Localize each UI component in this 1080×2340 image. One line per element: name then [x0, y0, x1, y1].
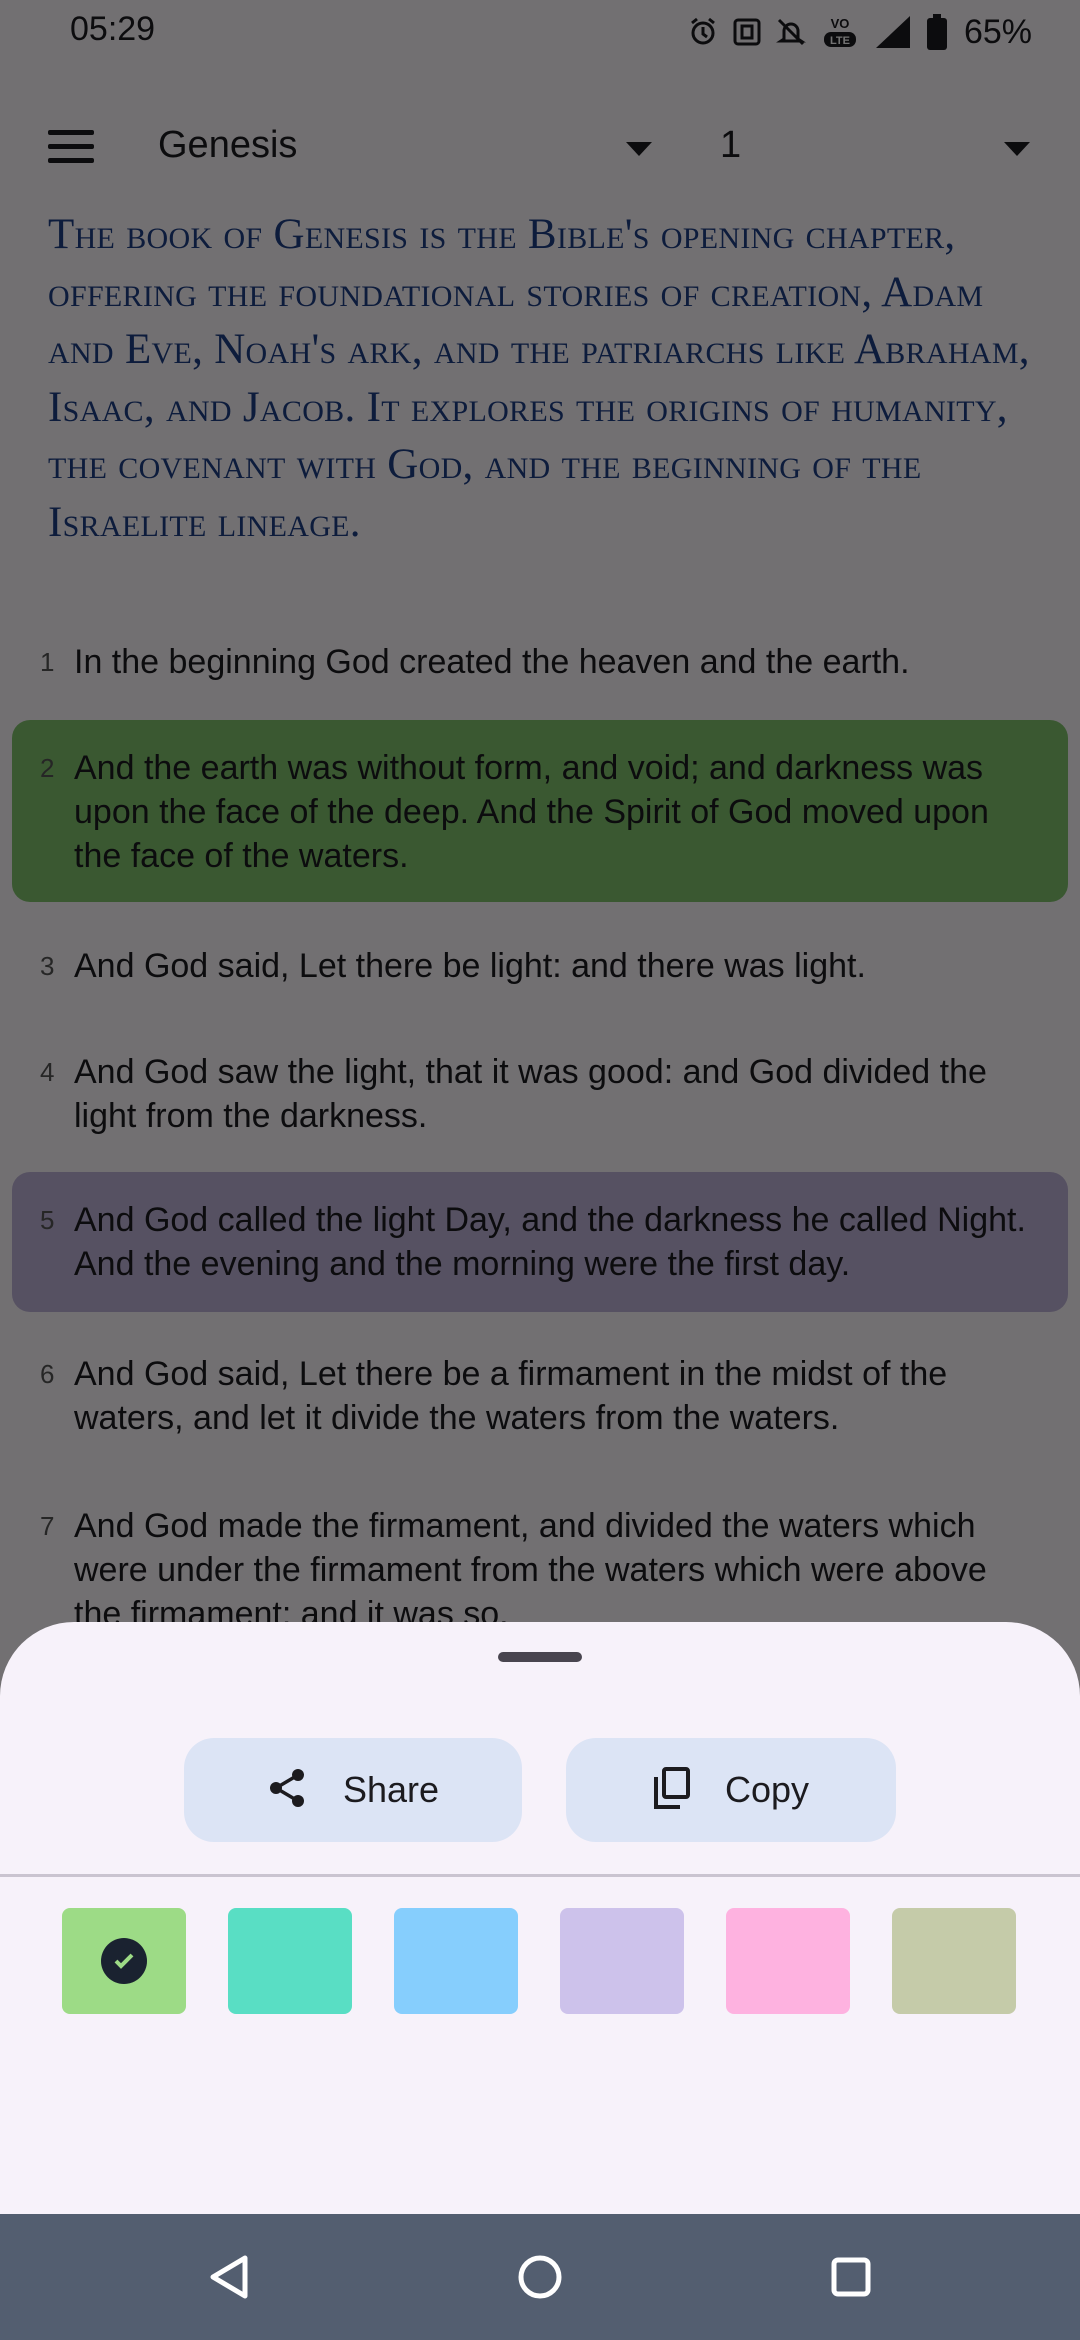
- color-swatch-green[interactable]: [62, 1908, 186, 2014]
- color-swatch-lavender[interactable]: [560, 1908, 684, 2014]
- color-swatch-teal[interactable]: [228, 1908, 352, 2014]
- verse-actions-sheet: [0, 1622, 1080, 2214]
- divider: [0, 1874, 1080, 1877]
- check-icon: [101, 1938, 147, 1984]
- color-swatch-sage[interactable]: [892, 1908, 1016, 2014]
- recents-icon[interactable]: [814, 2240, 888, 2314]
- share-button[interactable]: [184, 1738, 522, 1842]
- share-icon: [267, 1767, 309, 1814]
- back-icon[interactable]: [192, 2240, 266, 2314]
- home-icon[interactable]: [503, 2240, 577, 2314]
- color-swatch-light-blue[interactable]: [394, 1908, 518, 2014]
- navigation-bar: [0, 2214, 1080, 2340]
- drag-handle[interactable]: [498, 1652, 582, 1662]
- copy-button[interactable]: [566, 1738, 896, 1842]
- color-swatch-pink[interactable]: [726, 1908, 850, 2014]
- copy-icon: [653, 1767, 691, 1814]
- share-label: Share: [342, 1769, 440, 1810]
- copy-label: Copy: [724, 1769, 810, 1810]
